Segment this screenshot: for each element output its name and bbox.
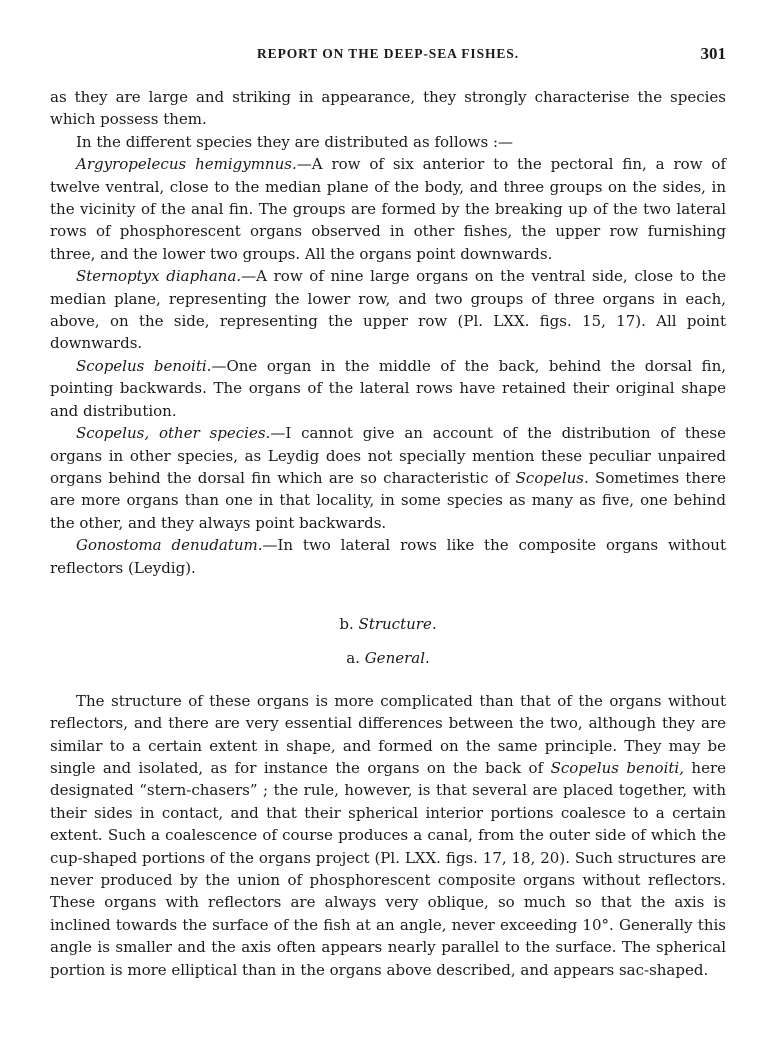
species-name: Scopelus, other species. [76,424,271,443]
section-heading-structure [50,613,726,635]
paragraph-intro: In the different species they are distributed as follows :— [76,132,514,151]
section-label: b. [339,614,354,633]
paragraph-text: —I cannot give an account of the distribution of these organs in other species, as Leydig does not specially mention these peculiar unpaired organs behind the dorsal fin which are so characteristic of [50,424,726,487]
species-name: Scopelus benoiti, [550,758,684,777]
paragraph-text: —In two lateral rows like the composite organs without reflectors (Leydig). [50,536,726,577]
paragraph-argyropelecus [50,153,726,265]
paragraph-text: The structure of these organs is more complicated than that of the organs without reflectors, and there are very essential differences between the two, although they are similar to a certain extent in shape, and formed on the same principle. They may be single and isolated, as for instance the organs on the back of [50,691,726,777]
species-name: Sternoptyx diaphana. [76,267,242,286]
paragraph-scopelus-benoiti [50,355,726,422]
paragraph-sternoptyx [50,265,726,355]
paragraph-gonostoma [50,534,726,579]
subsection-title: General. [364,649,430,668]
species-name: Gonostoma denudatum. [76,536,263,555]
section-title: Structure. [358,614,437,633]
page-number: 301 [700,44,726,63]
species-name: Scopelus. [515,468,589,487]
paragraph-text: Sometimes there are more organs than one in that locality, in some species as many as five, one behind the other, and they always point backwards. [50,468,726,532]
page-header [50,44,726,68]
paragraph-text: —A row of nine large organs on the ventral side, close to the median plane, representing the lower row, and two groups of three organs in each, above, on the side, representing the upper row (Pl. LXX. figs. 15, 17). All point downwards. [50,267,726,353]
species-name: Scopelus benoiti. [76,356,212,375]
subsection-heading-general [50,647,726,669]
paragraph-scopelus-other [50,422,726,534]
body-text [50,86,726,981]
paragraph-text: —One organ in the middle of the back, behind the dorsal fin, pointing backwards. The organs of the lateral rows have retained their original shape and distribution. [50,356,726,420]
paragraph-text: here designated “stern-chasers” ; the rule, however, is that several are placed together, with their sides in contact, and that their spherical interior portions coalesce to a certain extent. Such a coalescence of course produces a canal, from the outer side of which the cup-shaped portions of the organs project (Pl. LXX. figs. 17, 18, 20). Such structures are never produced by the union of phosphorescent composite organs without reflectors. These organs with reflectors are always very oblique, so much so that the axis is inclined towards the surface of the fish at an angle, never exceeding 10°. Generally this angle is smaller and the axis often appears nearly parallel to the surface. The spherical portion is more elliptical than in the organs above described, and appears sac-shaped. [50,758,727,979]
subsection-label: a. [346,649,360,668]
paragraph-continued: as they are large and striking in appearance, they strongly characterise the species which possess them. [50,88,726,129]
running-title: REPORT ON THE DEEP-SEA FISHES. [257,46,519,61]
species-name: Argyropelecus hemigymnus. [76,155,297,174]
paragraph-text: —A row of six anterior to the pectoral fin, a row of twelve ventral, close to the median plane of the body, and three groups on the sides, in the vicinity of the anal fin. The groups are formed by the breaking up of the two lateral rows of phosphorescent organs observed in other fishes, the upper row furnishing three, and the lower two groups. All the organs point downwards. [50,155,727,263]
paragraph-structure [50,690,726,981]
